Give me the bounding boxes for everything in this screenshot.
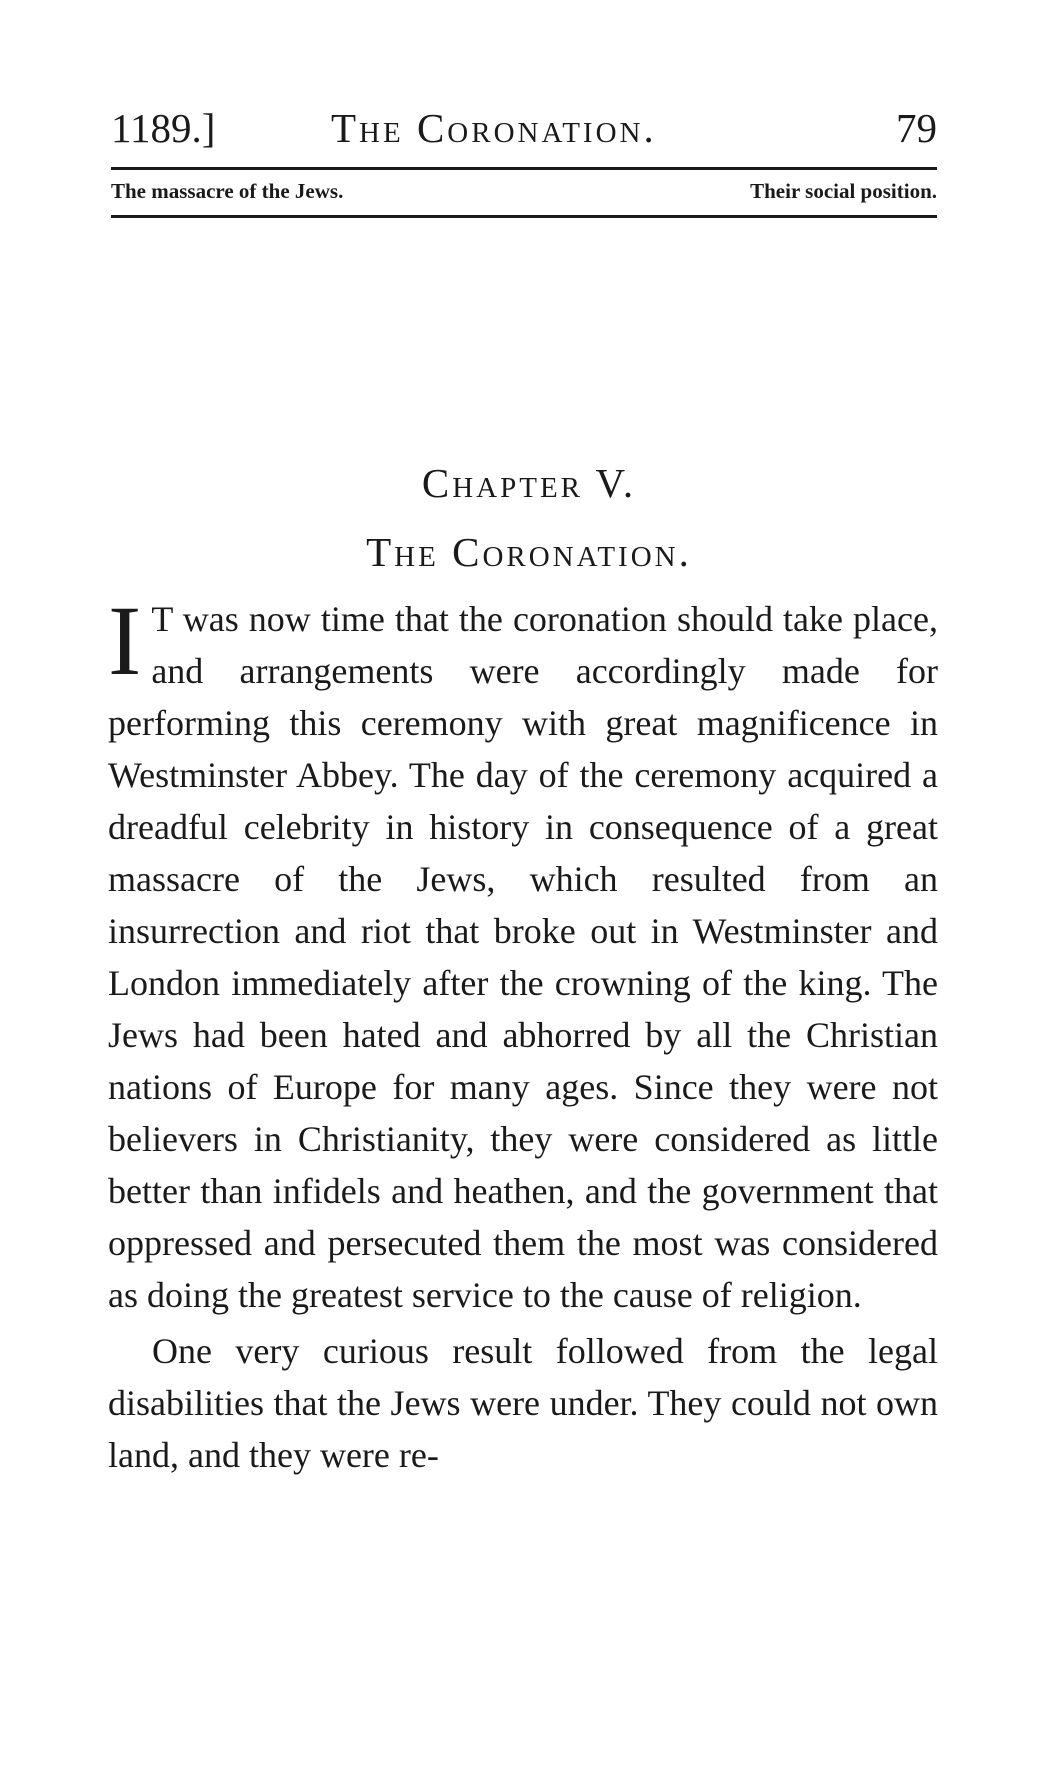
running-subhead bbox=[111, 176, 937, 206]
running-head bbox=[111, 100, 937, 156]
header-rule-bottom bbox=[111, 215, 937, 218]
subhead-left: The massacre of the Jews. bbox=[111, 179, 344, 203]
paragraph-1 bbox=[108, 585, 938, 1321]
drop-cap-initial: I bbox=[108, 585, 142, 696]
page-number: 79 bbox=[896, 105, 937, 151]
paragraph-1-text: T was now time that the coronation should take place, and arrangements were accordingly made for performing this ceremony with great magnificence in Westminster Abbey. The day of the ceremony acquired a dreadful celebrity in history in consequence of a great massacre of the Jews, which resulted from an insurrection and riot that broke out in Westminster and London immediately after the crowning of the king. The Jews had been hated and abhorred by all the Christian nations of Europe for many ages. Since they were not believers in Christianity, they were considered as little better than infidels and heathen, and the government that oppressed and persecuted them the most was considered as doing the greatest service to the cause of religion. bbox=[108, 599, 938, 1315]
chapter-title: The Coronation. bbox=[366, 529, 692, 575]
header-year: 1189.] bbox=[111, 105, 216, 151]
subhead-right: Their social position. bbox=[750, 179, 937, 203]
header-title: The Coronation. bbox=[331, 105, 657, 151]
body-text bbox=[108, 585, 938, 1481]
chapter-number: Chapter V. bbox=[421, 460, 637, 506]
header-rule-top bbox=[111, 167, 937, 170]
paragraph-2: One very curious result followed from the legal disabilities that the Jews were under. They could not own land, and they were re- bbox=[108, 1331, 938, 1475]
